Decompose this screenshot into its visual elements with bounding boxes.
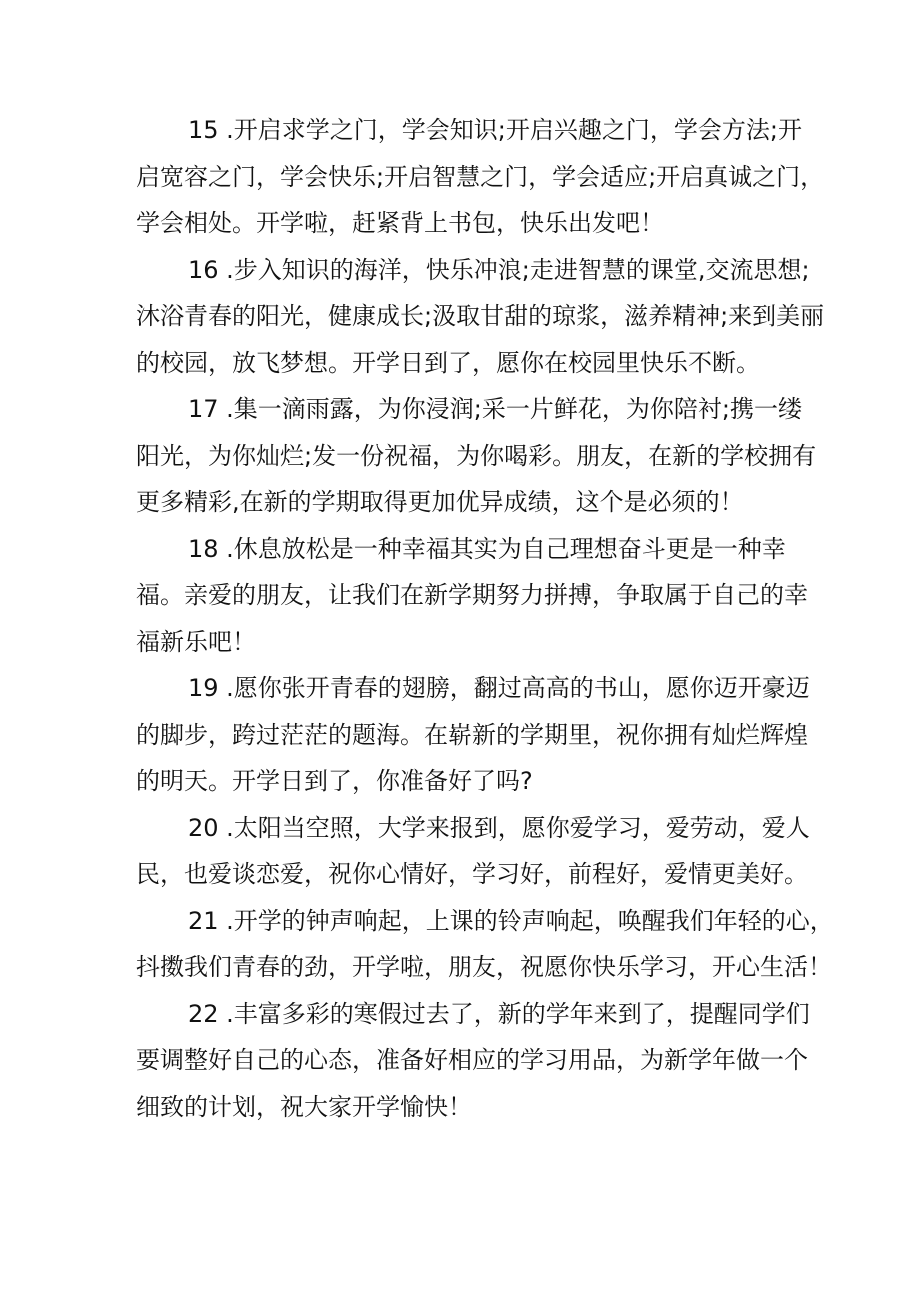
paragraph-line: 细致的计划，祝大家开学愉快！: [136, 1092, 472, 1121]
paragraph-line: 学会相处。开学啦，赶紧背上书包，快乐出发吧！: [136, 209, 664, 237]
paragraph-line: 21 .开学的钟声响起，上课的铃声响起，唤醒我们年轻的心，: [188, 906, 834, 935]
paragraph-line: 的明天。开学日到了，你准备好了吗?: [136, 767, 533, 795]
paragraph-21: [136, 898, 834, 991]
paragraph-line: 启宽容之门，学会快乐;开启智慧之门，学会适应;开启真诚之门，: [136, 162, 825, 191]
paragraph-line: 抖擞我们青春的劲，开学啦，朋友，祝愿你快乐学习，开心生活！: [136, 953, 832, 981]
paragraph-line: 18 .休息放松是一种幸福其实为自己理想奋斗更是一种幸: [188, 534, 786, 563]
paragraph-line: 福。亲爱的朋友，让我们在新学期努力拼搏，争取属于自己的幸: [136, 581, 808, 609]
paragraph-18: [136, 526, 808, 666]
paragraph-line: 19 .愿你张开青春的翅膀，翻过高高的书山，愿你迈开豪迈: [188, 674, 810, 702]
paragraph-line: 民，也爱谈恋爱，祝你心情好，学习好，前程好，爱情更美好。: [136, 860, 808, 888]
paragraph-15: [136, 107, 825, 247]
paragraph-line: 阳光，为你灿烂;发一份祝福，为你喝彩。朋友，在新的学校拥有: [136, 441, 817, 470]
paragraph-line: 的校园，放飞梦想。开学日到了，愿你在校园里快乐不断。: [136, 348, 760, 377]
paragraph-line: 沐浴青春的阳光，健康成长;汲取甘甜的琼浆，滋养精神;来到美丽: [136, 302, 825, 330]
paragraph-line: 20 .太阳当空照，大学来报到，愿你爱学习，爱劳动，爱人: [188, 813, 810, 842]
paragraph-line: 16 .步入知识的海洋，快乐冲浪;走进智慧的课堂,交流思想;: [188, 255, 810, 284]
paragraph-17: [136, 386, 817, 526]
paragraph-19: [136, 665, 810, 805]
paragraph-line: 更多精彩,在新的学期取得更加优异成绩，这个是必须的！: [136, 488, 744, 516]
paragraph-22: [136, 991, 810, 1131]
paragraph-line: 的脚步，跨过茫茫的题海。在崭新的学期里，祝你拥有灿烂辉煌: [136, 720, 808, 749]
document-body: [136, 107, 834, 1130]
paragraph-line: 福新乐吧！: [136, 627, 256, 656]
paragraph-line: 17 .集一滴雨露，为你浸润;采一片鲜花，为你陪衬;携一缕: [188, 395, 802, 423]
paragraph-line: 要调整好自己的心态，准备好相应的学习用品，为新学年做一个: [136, 1046, 808, 1074]
paragraph-20: [136, 805, 810, 898]
paragraph-16: [136, 247, 825, 387]
paragraph-line: 22 .丰富多彩的寒假过去了，新的学年来到了，提醒同学们: [188, 999, 810, 1028]
paragraph-line: 15 .开启求学之门，学会知识;开启兴趣之门，学会方法;开: [188, 116, 802, 144]
